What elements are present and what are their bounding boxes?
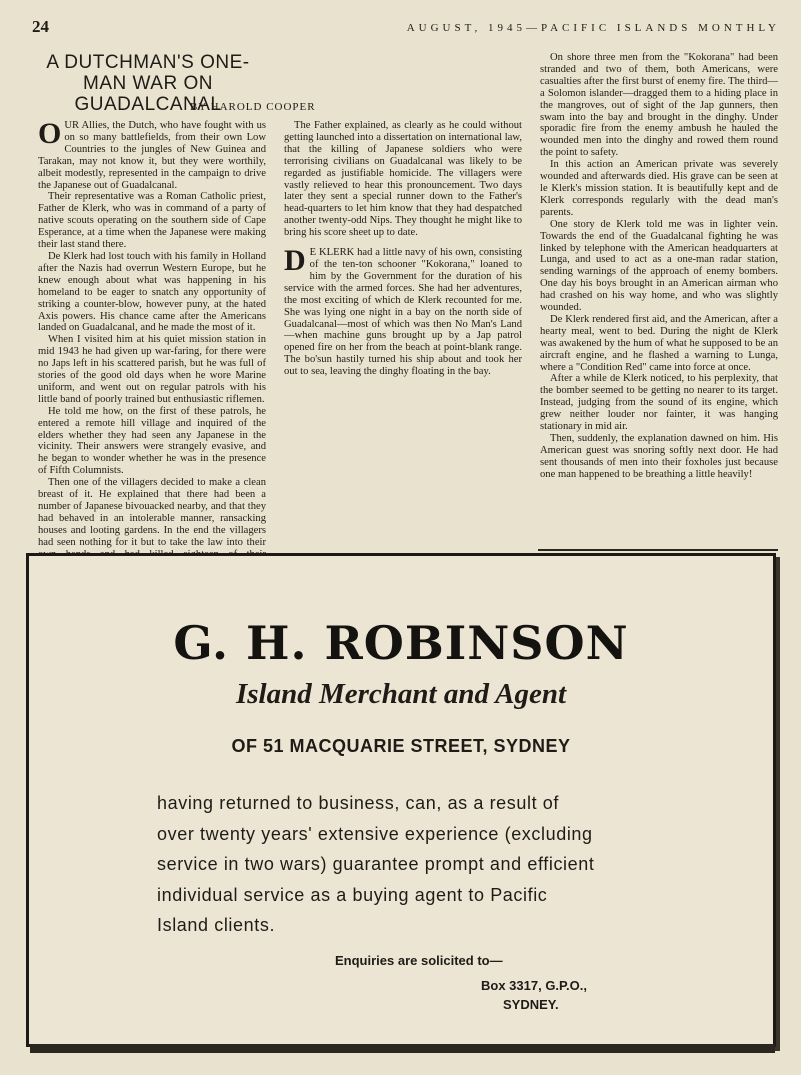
paragraph: When I visited him at his quiet mission station in mid 1943 he had given up war-faring, for there were no Japs left in his scattered parish, but he was full of stories of the good old days when he wore Marine uniform, and went out on regular patrols with his little band of poorly trained but enthusiastic riflemen. [38,334,266,405]
paragraph: Then, suddenly, the explanation dawned on him. His American guest was snoring softly next door. He had sent thousands of men into their foxholes just because one man happened to be breathing a little heavily! [540,433,778,480]
advertisement-body [157,788,677,941]
advertiser-address: OF 51 MACQUARIE STREET, SYDNEY [231,736,571,756]
column-rule [538,549,778,551]
paragraph: D E KLERK had a little navy of his own, consisting of the ten-ton schooner "Kokorana," loaned to him by the Government for the duration of his service with the armed forces. She had her adventures, the most exciting of which de Klerk recounted for me. She was lying one night in a bay on the north side of Guadalcanal—most of which was then No Man's Land—when machine guns brought up by a Jap patrol opened fire on her from the beach at point-blank range. The bo'sun hastily turned his ship about and took her out to sea, leaving the dinghy floating in the bay. [284,244,522,378]
paragraph: After a while de Klerk noticed, to his perplexity, that the bomber seemed to be getting no nearer to its target. Instead, judging from the sound of its engine, which grew neither louder nor fainter, it was hanging stationary in mid air. [540,373,778,433]
advertiser-tagline: Island Merchant and Agent [235,678,567,710]
article-title: A DUTCHMAN'S ONE-MAN WAR ON GUADALCANAL [46,52,250,115]
advertisement-shadow [30,1044,775,1053]
paragraph: One story de Klerk told me was in lighter vein. Towards the end of the Guadalcanal fighting he was linked by telephone with the American headquarters at Lunga, and used to act as a one-man radar station, sending warnings of the approach of enemy bombers. One day his boys brought in an American airman who had crashed on his way home, and who was slightly wounded. [540,218,778,314]
postal-city: SYDNEY. [503,997,559,1012]
paragraph: Then one of the villagers decided to make a clean breast of it. He explained that there had been a number of Japanese bivouacked nearby, and that they had behaved in an intolerable manner, ransacking houses and looting gardens. In the end the villagers had seen nothing for it but to take the law into their [38,477,266,548]
paragraph: OUR Allies, the Dutch, who have fought with us on so many battlefields, from their own Low Countries to the jungles of New Guinea and Tarakan, may not know it, but they were worthily, albeit modestly, represented in the campaign to drive the Japanese out of Guadalcanal. [38,117,266,191]
paragraph: In this action an American private was severely wounded and afterwards died. His grave can be seen at le Klerk's mission station. It is beautifully kept and de Klerk corresponds regularly with the dead man's parents. [540,159,778,218]
paragraph: Their representative was a Roman Catholic priest, Father de Klerk, who was in command of a party of native scouts operating on the southern side of Cape Esperance, at a time when the Japanese were making their last stand there. [38,191,266,251]
postal-address [481,976,587,1014]
ad-line: having returned to business, can, as a result of [157,793,560,813]
page-number: 24 [32,17,49,36]
advertisement-box [26,553,776,1047]
ad-line: over twenty years' extensive experience (excluding [157,823,593,844]
article-byline: BY HAROLD COOPER [190,101,316,113]
ad-line: service in two wars) guarantee prompt and efficient [157,854,595,874]
article-column-2 [284,120,522,552]
paragraph: He told me how, on the first of these patrols, he entered a remote hill village and inquired of the elders whether they had seen any Japanese in the vicinity. Their answers were strangely evasive, and he began to wonder whether he was in the presence of Fifth Columnists. [38,405,266,477]
enquiries-line: Enquiries are solicited to— [335,953,503,968]
article-column-3 [540,52,778,552]
postal-box: Box 3317, G.P.O., [481,978,587,993]
article-column-1 [38,117,266,552]
ad-line: individual service as a buying agent to Pacific [157,884,548,905]
paragraph: De Klerk rendered first aid, and the American, after a hearty meal, went to bed. During the night de Klerk was awakened by the hum of what he supposed to be an aircraft engine, and he flashed a warning to Lunga, where a "Condition Red" came into force at once. [540,313,778,373]
paragraph: On shore three men from the "Kokorana" had been stranded and two of them, both Americans, were casualties after the first burst of enemy fire. The third—a Solomon islander—dragged them to a hiding place in the mangroves, out of sight of the Jap gunners, then swam into the bay and brought in the dinghy. Under sporadic fire from the enemy ambush he hauled the wounded men into the dinghy and rowed them round the point to safety. [540,52,778,159]
drop-cap: D [284,244,306,278]
drop-cap: O [38,117,62,150]
ad-line: Island clients. [157,915,276,935]
paragraph: The Father explained, as clearly as he could without getting launched into a dissertation on international law, that the killing of Japanese soldiers who were terrorising civilians on Guadalcanal was likely to be regarded as justifiable homicide. The villagers were vastly relieved to hear this pronouncement. Two days later they sent a special runner down to the Father's head-quarters to let him know that they had despatched another twenty-odd Nips. They thought he might like to bring his score sheet up to date. [284,120,522,239]
advertiser-name: G. H. ROBINSON [173,616,629,670]
paragraph: De Klerk had lost touch with his family in Holland after the Nazis had overrun Western Europe, but he knew enough about what was happening in his homeland to be eager to snatch any opportunity of striking a counter-blow, however puny, at the hated Axis powers. His chance came after the Americans landed on Guadalcanal, and he made the most of it. [38,250,266,334]
running-head: AUGUST, 1945—PACIFIC ISLANDS MONTHLY [406,22,780,34]
